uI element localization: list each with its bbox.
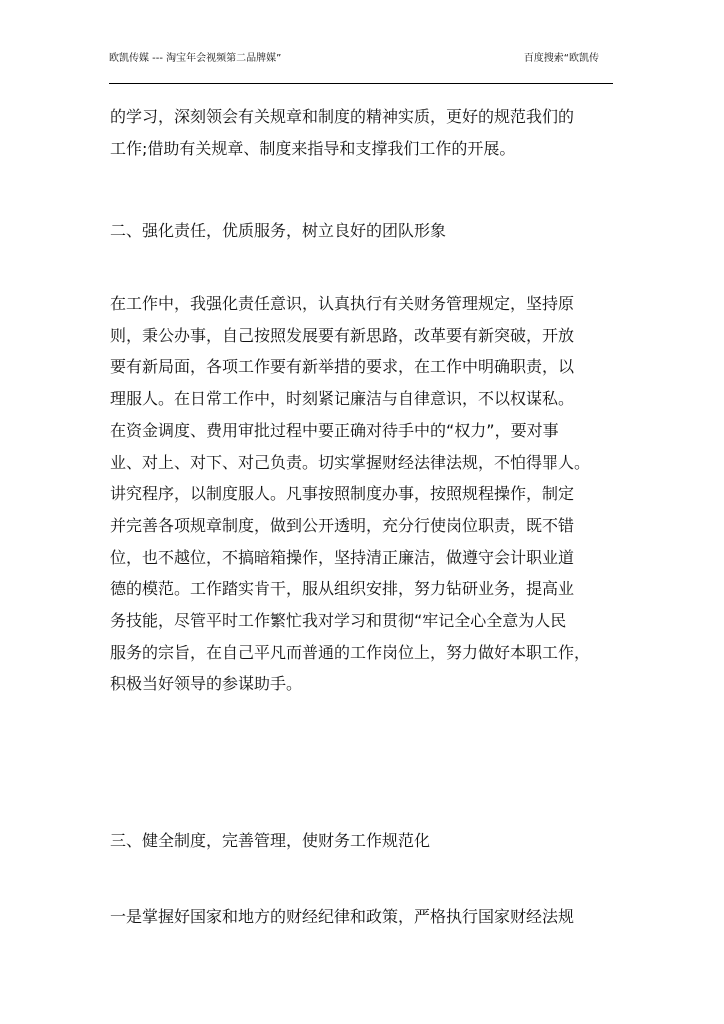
paragraph-1	[110, 101, 630, 165]
paragraph-3	[110, 907, 630, 927]
paragraph-line: 在资金调度、费用审批过程中要正确对待手中的“权力”，要对事	[110, 420, 559, 440]
paragraph-line: 位，也不越位，不搞暗箱操作，坚持清正廉洁，做遵守会计职业道	[110, 547, 575, 567]
paragraph-line: 理服人。在日常工作中，时刻紧记廉洁与自律意识，不以权谋私。	[110, 389, 575, 409]
paragraph-line: 并完善各项规章制度，做到公开透明，充分行使岗位职责，既不错	[110, 515, 575, 535]
paragraph-2	[110, 288, 630, 700]
paragraph-line: 在工作中，我强化责任意识，认真执行有关财务管理规定，坚持原	[110, 294, 575, 313]
section-heading-2: 二、强化责任，优质服务，树立良好的团队形象	[110, 221, 447, 240]
header-right-text: 百度搜索“欧凯传	[523, 53, 599, 64]
paragraph-line: 要有新局面，各项工作要有新举措的要求，在工作中明确职责，以	[110, 357, 575, 377]
paragraph-line: 工作;借助有关规章、制度来指导和支撑我们工作的开展。	[110, 139, 516, 158]
section-heading-3: 三、健全制度，完善管理，使财务工作规范化	[110, 831, 431, 850]
page-header	[109, 53, 613, 84]
paragraph-line: 业、对上、对下、对己负责。切实掌握财经法律法规，不怕得罪人。	[110, 452, 591, 472]
paragraph-line: 的学习，深刻领会有关规章和制度的精神实质，更好的规范我们的	[110, 107, 575, 126]
paragraph-line: 德的模范。工作踏实肯干，服从组织安排，努力钻研业务，提高业	[110, 579, 575, 599]
paragraph-line: 则，秉公办事，自己按照发展要有新思路，改革要有新突破，开放	[110, 325, 575, 345]
header-left-text: 欧凯传媒 --- 淘宝年会视频第二品牌媒”	[109, 53, 282, 64]
paragraph-line: 服务的宗旨，在自己平凡而普通的工作岗位上，努力做好本职工作，	[110, 642, 591, 662]
paragraph-line: 一是掌握好国家和地方的财经纪律和政策，严格执行国家财经法规	[110, 907, 575, 926]
paragraph-line: 务技能，尽管平时工作繁忙我对学习和贯彻“牢记全心全意为人民	[110, 611, 567, 631]
paragraph-line: 讲究程序，以制度服人。凡事按照制度办事，按照规程操作，制定	[110, 484, 575, 504]
paragraph-line: 积极当好领导的参谋助手。	[110, 674, 303, 694]
